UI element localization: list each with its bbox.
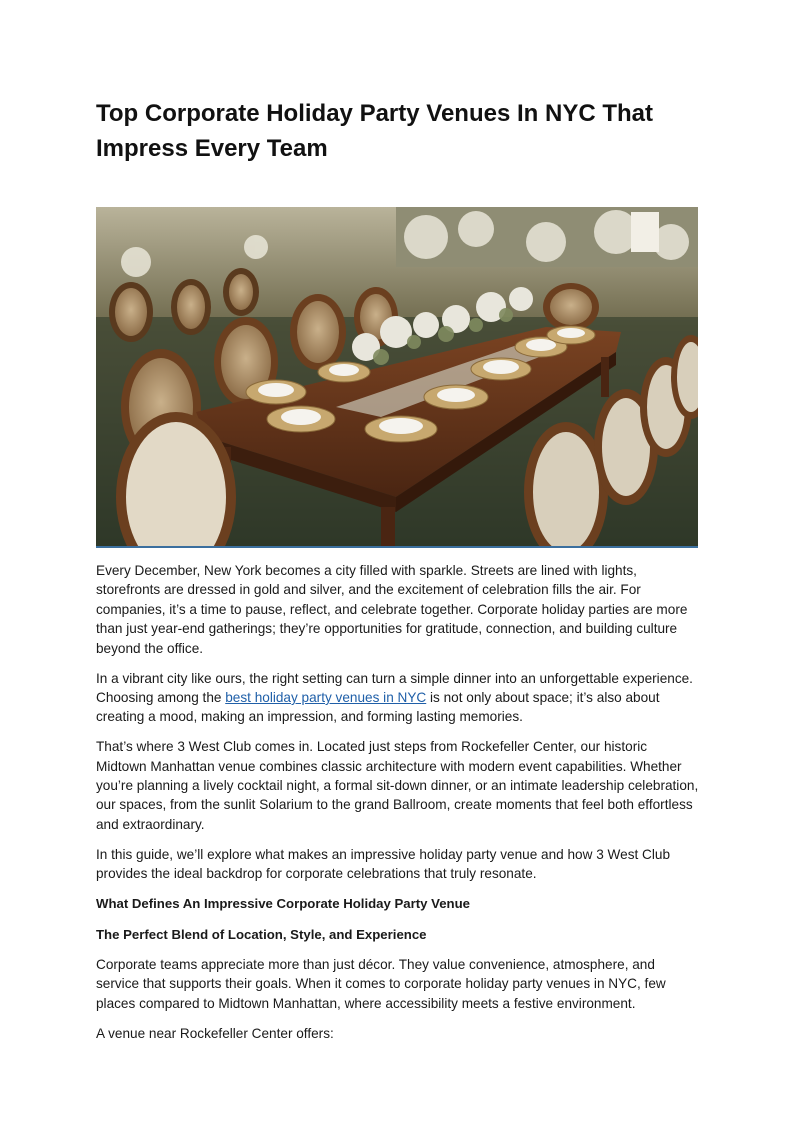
teams-paragraph: Corporate teams appreciate more than just décor. They value convenience, atmosphere, and service that supports their goals. When it comes to corporate holiday party venues in NYC, few places compared to Midtown Manhattan, where accessibility meets a festive environment. (96, 956, 666, 1011)
guide-paragraph: In this guide, we’ll explore what makes an impressive holiday party venue and how 3 West Club provides the ideal backdrop for corporate celebrations that truly resonate. (96, 846, 671, 882)
subsection-heading: The Perfect Blend of Location, Style, and Experience (96, 926, 427, 942)
setting-paragraph: In a vibrant city like ours, the right setting can turn a simple dinner into an unforgettable experience. Choosing among the best holiday party venues in NYC is not only about space; it’s also about creating a mood, making an impression, and forming lasting memories. (96, 670, 693, 725)
page-header (96, 96, 698, 166)
hero-image (96, 207, 698, 548)
club-paragraph: That’s where 3 West Club comes in. Located just steps from Rockefeller Center, our historic Midtown Manhattan venue combines classic architecture with modern event capabilities. Whether you’re planning a lively cocktail night, a formal sit-down dinner, or an intimate leadership celebration, our spaces, from the sunlit Solarium to the grand Ballroom, create moments that feel both effortless and extraordinary. (96, 739, 699, 832)
section-heading: What Defines An Impressive Corporate Holiday Party Venue (96, 896, 470, 912)
offers-paragraph: A venue near Rockefeller Center offers: (96, 1025, 334, 1041)
venues-link[interactable]: best holiday party venues in NYC (225, 689, 427, 705)
intro-paragraph: Every December, New York becomes a city filled with sparkle. Streets are lined with lights, storefronts are dressed in gold and silver, and the excitement of celebration fills the air. For companies, it’s a time to pause, reflect, and celebrate together. Corporate holiday parties are more than just year-end gatherings; they’re opportunities for gratitude, connection, and building culture beyond the office. (96, 563, 688, 656)
page-title: Top Corporate Holiday Party Venues In NYC That Impress Every Team (96, 100, 653, 162)
article-body (96, 561, 700, 1054)
